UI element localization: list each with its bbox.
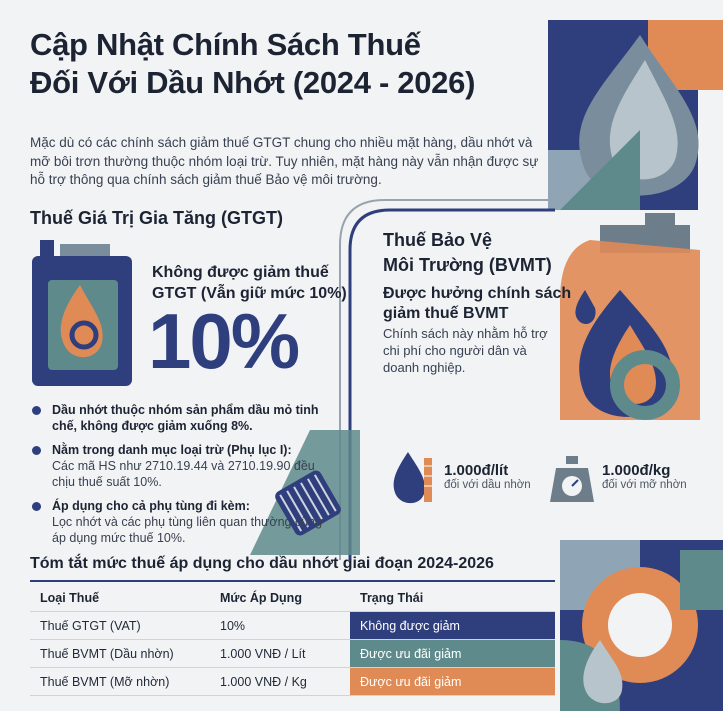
- stat-oil: [444, 462, 531, 491]
- table-row: [30, 668, 555, 696]
- column-header: Mức Áp Dụng: [210, 585, 350, 612]
- vat-bullet: [30, 442, 330, 490]
- bvmt-heading: [383, 228, 583, 278]
- bullet-text: Lọc nhớt và các phụ tùng liên quan thường cũng áp dụng mức thuế 10%.: [52, 515, 323, 545]
- title-line-2: Đối Với Dầu Nhớt (2024 - 2026): [30, 65, 476, 100]
- stat-grease-label: đối với mỡ nhờn: [602, 479, 687, 491]
- stat-oil-value: 1.000đ/lít: [444, 462, 509, 479]
- table-row: [30, 640, 555, 668]
- bullet-dot-icon: [32, 406, 41, 415]
- status-cell: Không được giảm: [350, 612, 555, 640]
- bullet-text: Các mã HS như 2710.19.44 và 2710.19.90 đều chịu thuế suất 10%.: [52, 459, 315, 489]
- intro-paragraph: Mặc dù có các chính sách giảm thuế GTGT chung cho nhiều mặt hàng, dầu nhớt và mỡ bôi trơn thường thuộc nhóm loại trừ. Tuy nhiên, mặt hàng này vẫn nhận được sự hỗ trợ thông qua chính sách giảm thuế Bảo vệ môi trường.: [30, 135, 539, 187]
- rate-cell: 10%: [210, 612, 350, 640]
- vat-heading: Thuế Giá Trị Gia Tăng (GTGT): [30, 208, 284, 228]
- bottom-right-illustration: [560, 540, 723, 711]
- vat-bullet-list: [30, 402, 330, 554]
- tax-type-cell: Thuế BVMT (Mỡ nhờn): [30, 668, 210, 696]
- vat-subheading: Không được giảm thuế GTGT (Vẫn giữ mức 10%): [152, 264, 347, 302]
- table-header-row: [30, 585, 555, 612]
- status-cell: Được ưu đãi giảm: [350, 640, 555, 668]
- title-line-1: Cập Nhật Chính Sách Thuế: [30, 27, 421, 62]
- bullet-title: Áp dụng cho cả phụ tùng đi kèm:: [52, 499, 250, 513]
- table-row: [30, 612, 555, 640]
- vat-bullet: [30, 402, 330, 434]
- bvmt-heading-line-2: Môi Trường (BVMT): [383, 255, 552, 275]
- column-header: Trạng Thái: [350, 585, 555, 612]
- tax-type-cell: Thuế GTGT (VAT): [30, 612, 210, 640]
- stat-oil-label: đối với dầu nhờn: [444, 479, 531, 491]
- bullet-title: Dầu nhớt thuộc nhóm sản phẩm dầu mỏ tinh chế, không được giảm xuống 8%.: [52, 403, 319, 433]
- oil-can-illustration: [32, 240, 132, 386]
- summary-table-rule: [30, 580, 555, 582]
- rate-cell: 1.000 VNĐ / Kg: [210, 668, 350, 696]
- top-right-droplet-illustration: [548, 20, 723, 210]
- oil-drop-gauge-icon: [394, 452, 432, 503]
- rate-cell: 1.000 VNĐ / Lít: [210, 640, 350, 668]
- page-title: [30, 26, 550, 102]
- bvmt-heading-line-1: Thuế Bảo Vệ: [383, 230, 493, 250]
- column-header: Loại Thuế: [30, 585, 210, 612]
- stat-grease-value: 1.000đ/kg: [602, 462, 671, 479]
- bullet-dot-icon: [32, 502, 41, 511]
- tax-type-cell: Thuế BVMT (Dầu nhờn): [30, 640, 210, 668]
- scale-icon: [550, 456, 594, 502]
- bvmt-description: Chính sách này nhằm hỗ trợ chi phí cho người dân và doanh nghiệp.: [383, 326, 548, 375]
- vat-bullet: [30, 498, 330, 546]
- bvmt-subheading: Được hưởng chính sách giảm thuế BVMT: [383, 285, 572, 322]
- status-cell: Được ưu đãi giảm: [350, 668, 555, 696]
- summary-table-title: Tóm tắt mức thuế áp dụng cho dầu nhớt giai đoạn 2024-2026: [30, 555, 494, 572]
- summary-table: [30, 585, 555, 696]
- bullet-title: Nằm trong danh mục loại trừ (Phụ lục I):: [52, 443, 292, 457]
- stat-grease: [602, 462, 687, 491]
- vat-big-value: 10%: [148, 297, 299, 385]
- bullet-dot-icon: [32, 446, 41, 455]
